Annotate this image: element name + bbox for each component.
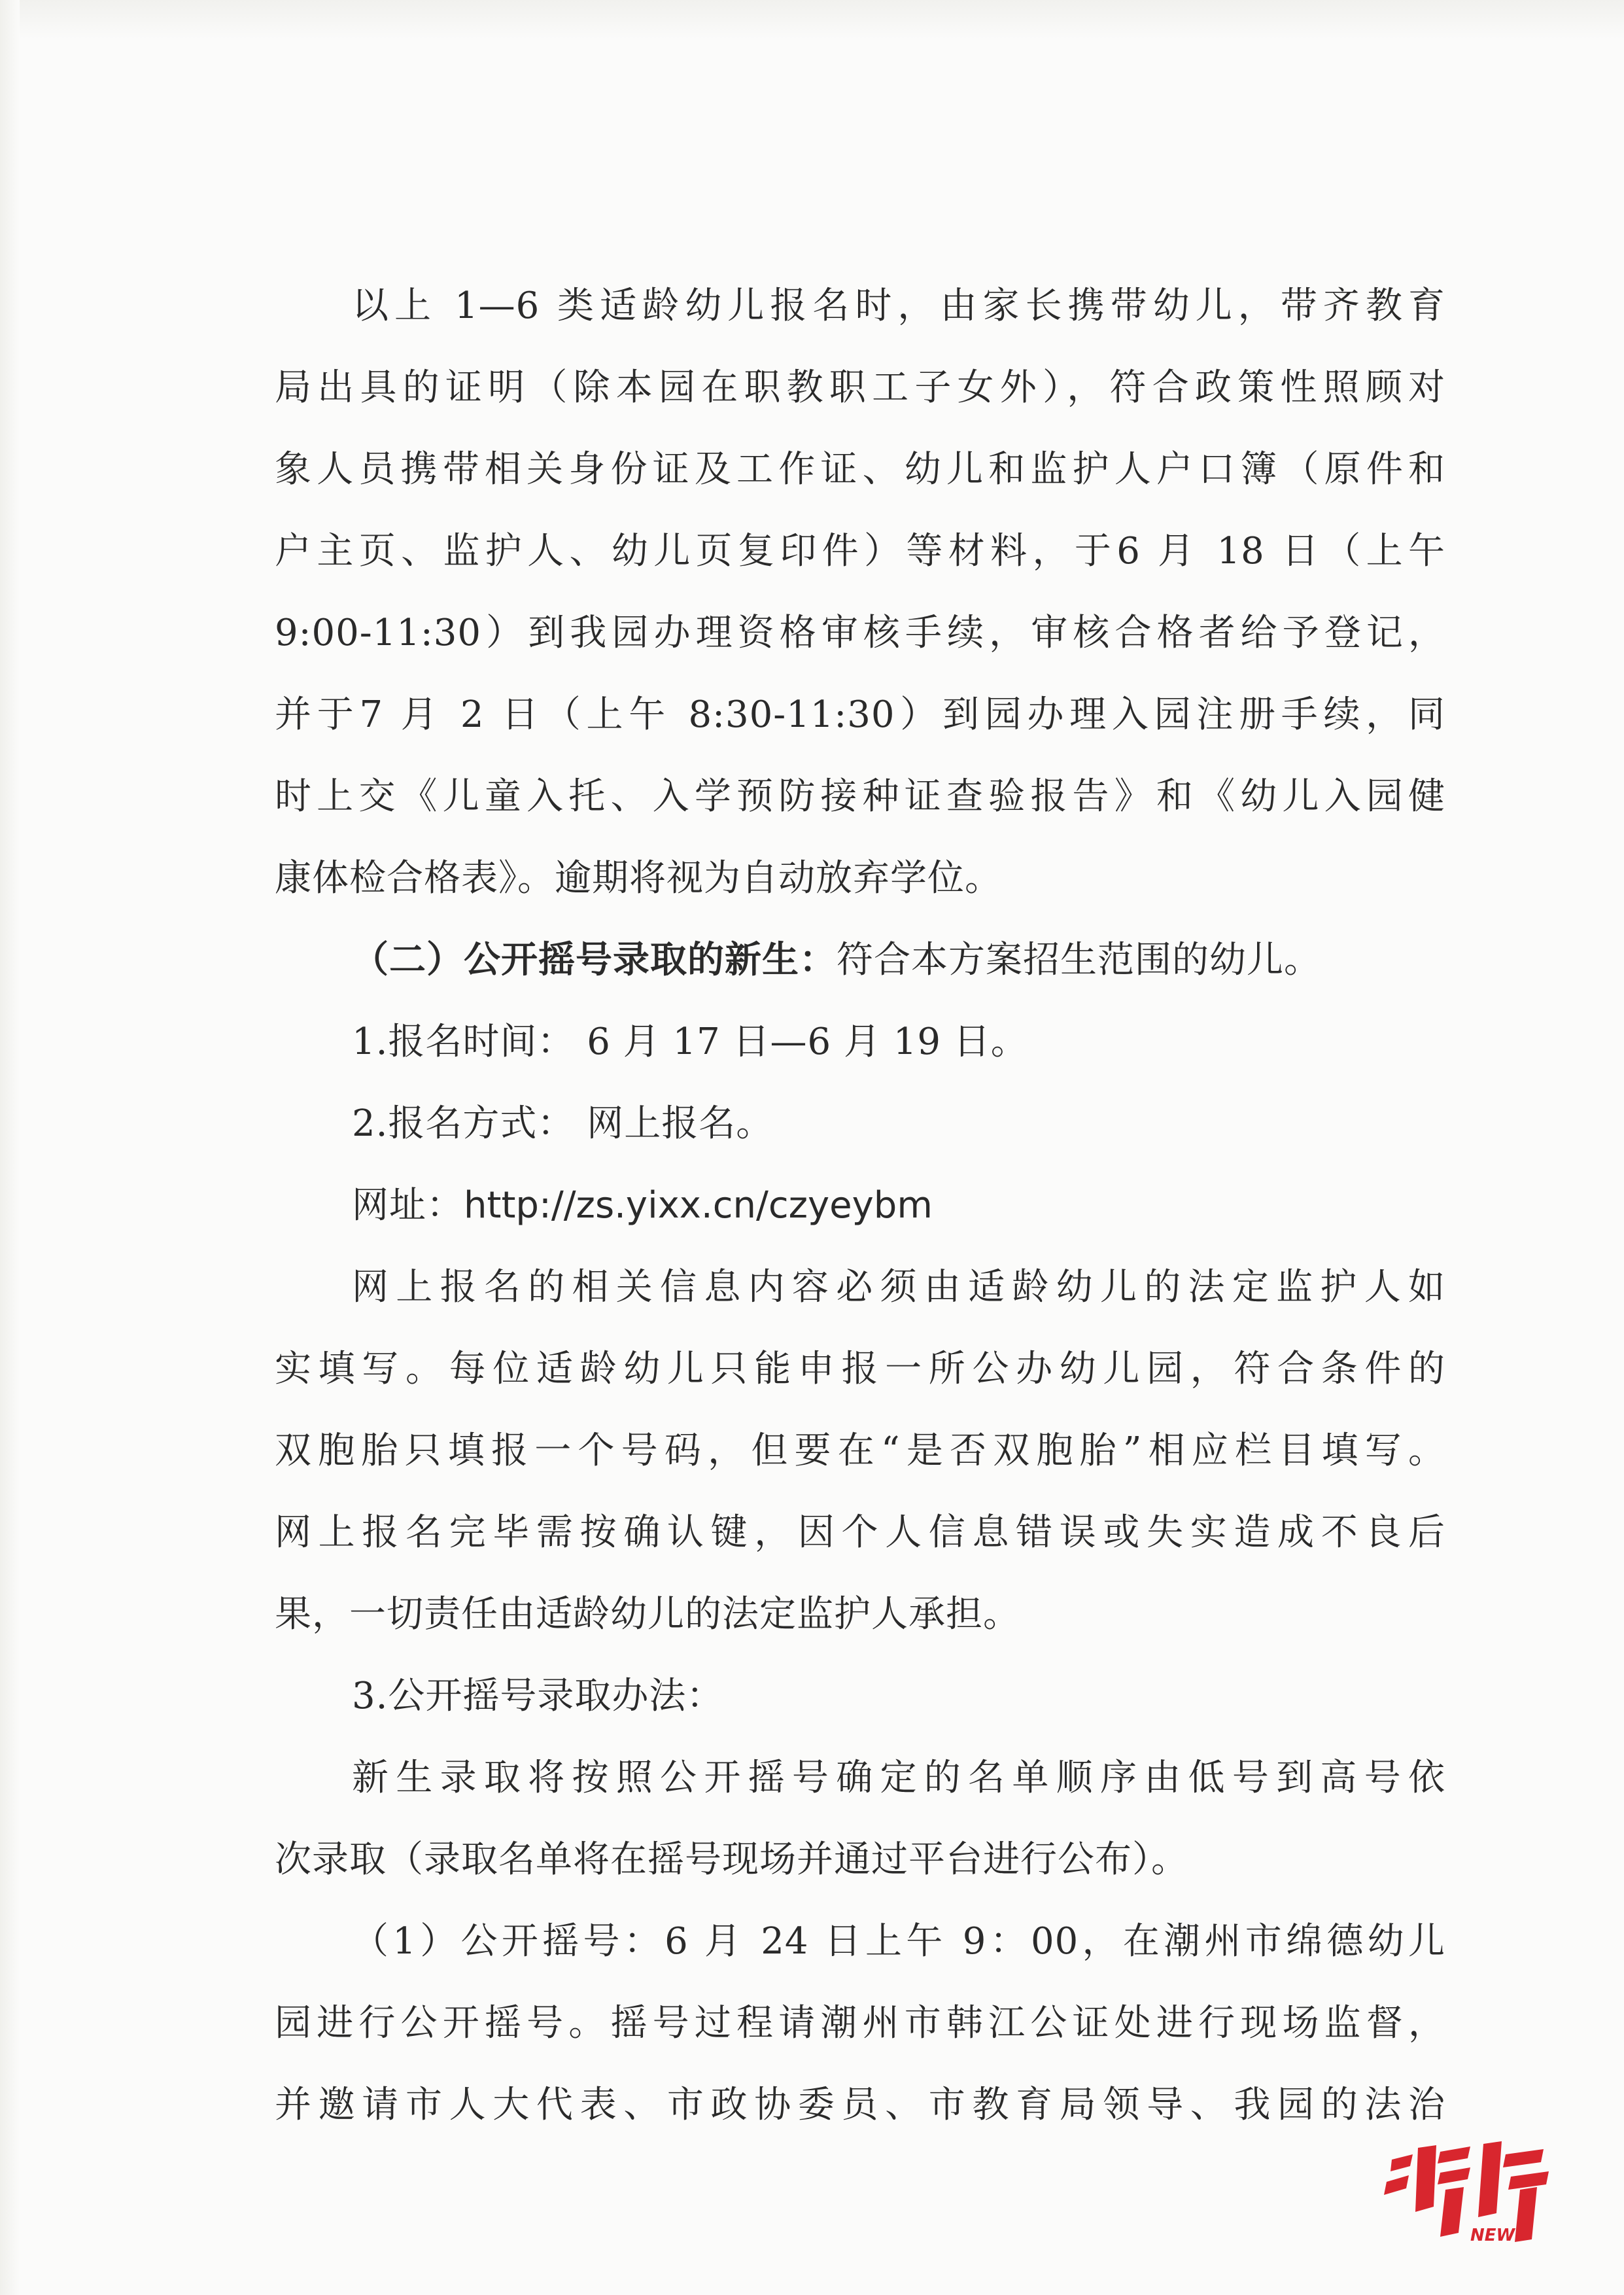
paragraph-line: 网上报名的相关信息内容必须由适龄幼儿的法定监护人如 [352,1266,1445,1308]
paragraph-line: 并于7 月 2 日（上午 8:30-11:30）到园办理入园注册手续，同 [275,693,1445,736]
scan-shadow [0,0,20,2295]
paragraph-line: 户主页、监护人、幼儿页复印件）等材料，于6 月 18 日（上午 [275,530,1445,572]
paragraph-line: 次录取（录取名单将在摇号现场并通过平台进行公布）。 [275,1838,1188,1881]
paragraph-line: 9:00-11:30）到我园办理资格审核手续，审核合格者给予登记， [275,612,1445,654]
paragraph-line: （1）公开摇号：6 月 24 日上午 9：00，在潮州市绵德幼儿 [352,1920,1445,1963]
website-line [275,1165,1445,1246]
paragraph-line: 网上报名完毕需按确认键，因个人信息错误或失实造成不良后 [275,1511,1445,1554]
paragraph-line: 象人员携带相关身份证及工作证、幼儿和监护人户口簿（原件和 [275,448,1445,491]
section-heading [275,919,1445,1001]
paragraph-line: 双胞胎只填报一个号码，但要在“是否双胞胎”相应栏目填写。 [275,1429,1445,1472]
paragraph-line: 局出具的证明（除本园在职教职工子女外），符合政策性照顾对 [275,366,1445,409]
section-heading-bold: （二）公开摇号录取的新生： [352,938,837,981]
paragraph-line: 时上交《儿童入托、入学预防接种证查验报告》和《幼儿入园健 [275,775,1445,818]
news-logo [1372,2135,1562,2246]
news-logo-icon [1372,2135,1562,2246]
website-label: 网址： [352,1184,464,1227]
paragraph-line: 康体检合格表》。逾期将视为自动放弃学位。 [275,857,1002,900]
section-heading-rest: 符合本方案招生范围的幼儿。 [837,939,1321,981]
lottery-method-heading: 3.公开摇号录取办法： [352,1675,724,1717]
paragraph-line: 并邀请市人大代表、市政协委员、市教育局领导、我园的法治 [275,2084,1445,2126]
svg-text:NEWS: NEWS [1470,2226,1527,2245]
paragraph-line: 以上 1—6 类适龄幼儿报名时，由家长携带幼儿，带齐教育 [352,285,1445,327]
paragraph-line: 实填写。每位适龄幼儿只能申报一所公办幼儿园，符合条件的 [275,1348,1445,1390]
paragraph-line: 新生录取将按照公开摇号确定的名单顺序由低号到高号依 [352,1757,1445,1799]
registration-method: 2.报名方式： 网上报名。 [352,1102,774,1145]
registration-time: 1.报名时间： 6 月 17 日—6 月 19 日。 [352,1021,1028,1063]
scan-edge [0,0,1624,39]
document-body [275,265,1445,2146]
paragraph-line: 果，一切责任由适龄幼儿的法定监护人承担。 [275,1593,1020,1636]
paragraph-line: 园进行公开摇号。摇号过程请潮州市韩江公证处进行现场监督， [275,2002,1445,2044]
website-url: http://zs.yixx.cn/czyeybm [464,1184,933,1227]
